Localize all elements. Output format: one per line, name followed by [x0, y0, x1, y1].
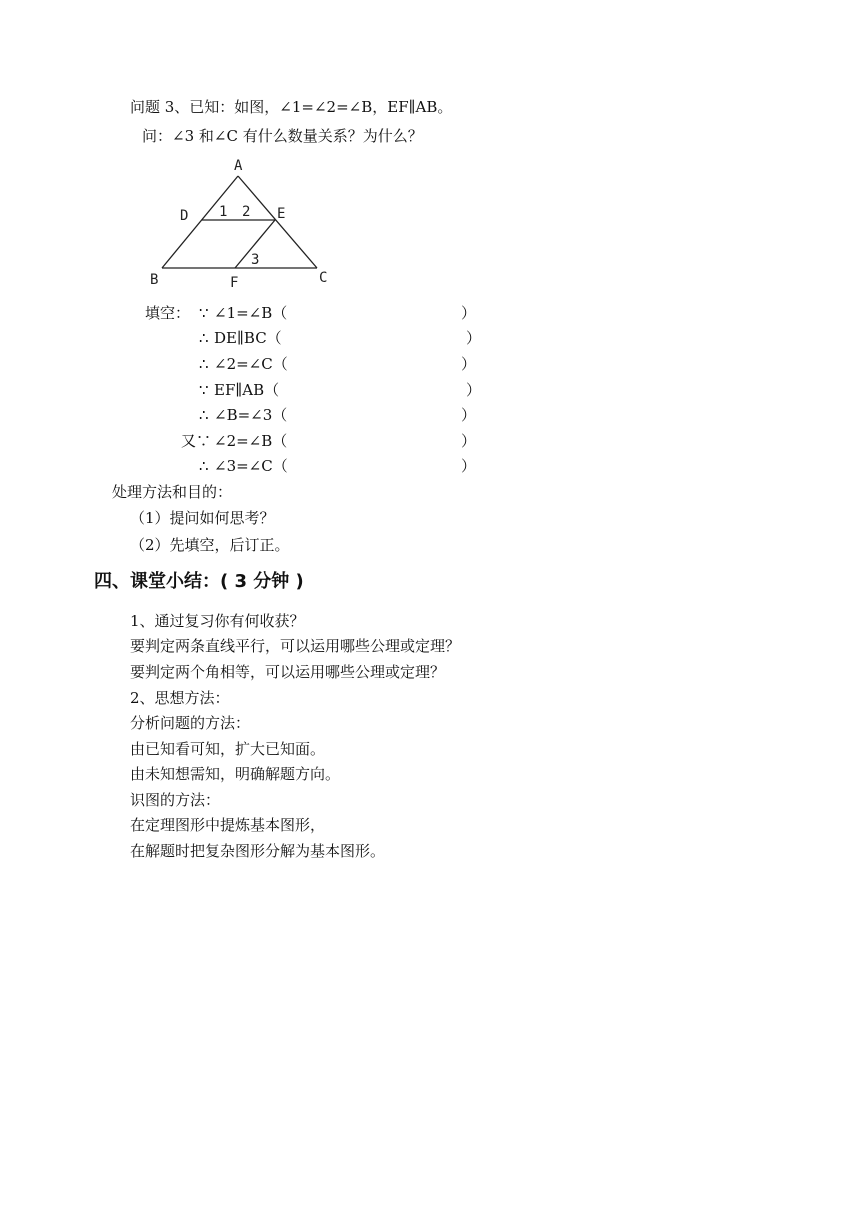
- label-2: 2: [242, 204, 251, 220]
- fill-prefix: 填空：: [145, 304, 191, 322]
- step-2-lead: ∴: [199, 329, 209, 347]
- label-1: 1: [219, 204, 228, 220]
- summary-line: 由未知想需知，明确解题方向。: [130, 765, 341, 783]
- step-3-lead: ∴: [199, 355, 209, 373]
- step-6-text: ∠2=∠B（: [214, 432, 288, 450]
- label-3: 3: [251, 252, 260, 268]
- segment-ac: [238, 176, 317, 268]
- problem-statement: 问题 3、已知：如图，∠1=∠2=∠B，EF∥AB。: [130, 98, 453, 116]
- section-heading: 四、课堂小结：( 3 分钟 ): [94, 571, 304, 592]
- problem-question: 问：∠3 和∠C 有什么数量关系？为什么？: [142, 127, 423, 145]
- step-7-lead: ∴: [199, 457, 209, 475]
- step-6-lead: 又∵: [181, 432, 212, 450]
- step-1-lead: ∵: [199, 304, 209, 322]
- summary-line: 分析问题的方法：: [130, 714, 251, 732]
- summary-line: 要判定两条直线平行，可以运用哪些公理或定理？: [130, 637, 461, 655]
- step-5-text: ∠B=∠3（: [214, 406, 288, 424]
- summary-line: 1、通过复习你有何收获？: [130, 612, 305, 630]
- step-3-close: ）: [461, 355, 477, 373]
- label-b: B: [150, 272, 159, 288]
- summary-line: 由已知看可知，扩大已知面。: [130, 740, 326, 758]
- label-f: F: [230, 275, 239, 291]
- label-d: D: [180, 208, 189, 224]
- label-c: C: [319, 270, 328, 286]
- step-2-close: ）: [466, 329, 482, 347]
- label-e: E: [277, 206, 286, 222]
- summary-line: 识图的方法：: [130, 791, 221, 809]
- triangle-figure: [145, 152, 345, 292]
- step-3-text: ∠2=∠C（: [214, 355, 288, 373]
- segment-ab: [162, 176, 238, 268]
- step-7-close: ）: [461, 457, 477, 475]
- step-4-close: ）: [466, 381, 482, 399]
- summary-line: 2、思想方法：: [130, 689, 230, 707]
- step-5-lead: ∴: [199, 406, 209, 424]
- summary-line: 在解题时把复杂图形分解为基本图形。: [130, 842, 386, 860]
- step-4-lead: ∵: [199, 381, 209, 399]
- step-1-close: ）: [461, 304, 477, 322]
- step-5-close: ）: [461, 406, 477, 424]
- step-6-close: ）: [461, 432, 477, 450]
- summary-line: 在定理图形中提炼基本图形，: [130, 816, 326, 834]
- step-7-text: ∠3=∠C（: [214, 457, 288, 475]
- method-title: 处理方法和目的：: [112, 483, 233, 501]
- step-1-text: ∠1=∠B（: [214, 304, 288, 322]
- step-2-text: DE∥BC（: [214, 329, 282, 347]
- step-4-text: EF∥AB（: [214, 381, 280, 399]
- method-item: （2）先填空，后订正。: [130, 536, 290, 554]
- method-item: （1）提问如何思考？: [130, 509, 275, 527]
- summary-line: 要判定两个角相等，可以运用哪些公理或定理？: [130, 663, 446, 681]
- label-a: A: [234, 158, 243, 174]
